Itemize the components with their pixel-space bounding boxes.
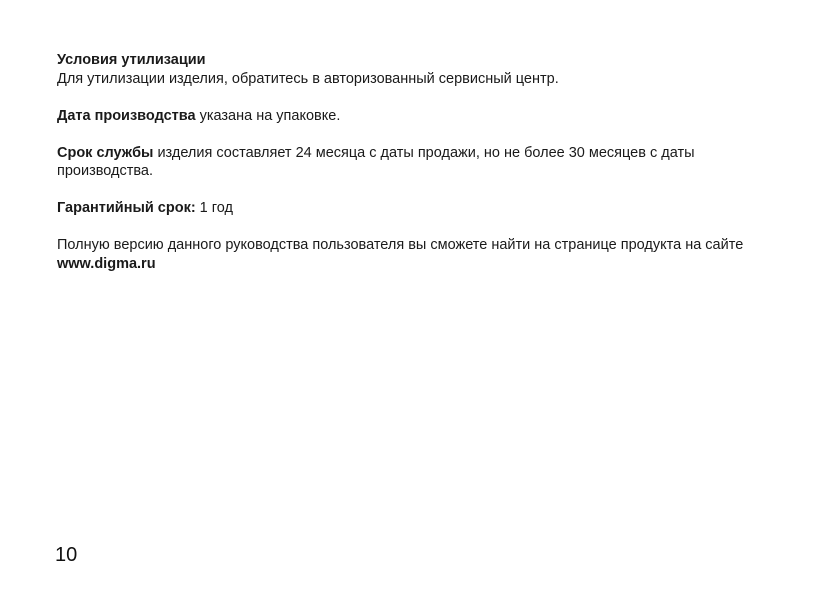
disposal-text: Для утилизации изделия, обратитесь в авторизованный сервисный центр. <box>57 70 559 87</box>
disposal-heading: Условия утилизации <box>57 52 206 68</box>
warranty-label: Гарантийный срок: <box>57 200 196 216</box>
manual-section <box>57 236 787 273</box>
service-life-section <box>57 144 787 181</box>
service-life-text: изделия составляет 24 месяца с даты продажи, но не более 30 месяцев с даты производства. <box>57 144 695 179</box>
disposal-section <box>57 51 787 88</box>
production-date-label: Дата производства <box>57 107 196 124</box>
service-life-label: Срок службы <box>57 144 154 161</box>
page-number: 10 <box>55 544 78 566</box>
production-date-section <box>57 107 787 126</box>
website-link: www.digma.ru <box>57 255 156 272</box>
warranty-section <box>57 199 787 218</box>
document-page <box>57 51 787 292</box>
manual-text: Полную версию данного руководства пользователя вы сможете найти на странице продукта на сайте <box>57 237 744 253</box>
warranty-text: 1 год <box>195 200 233 216</box>
production-date-text: указана на упаковке. <box>195 107 341 124</box>
